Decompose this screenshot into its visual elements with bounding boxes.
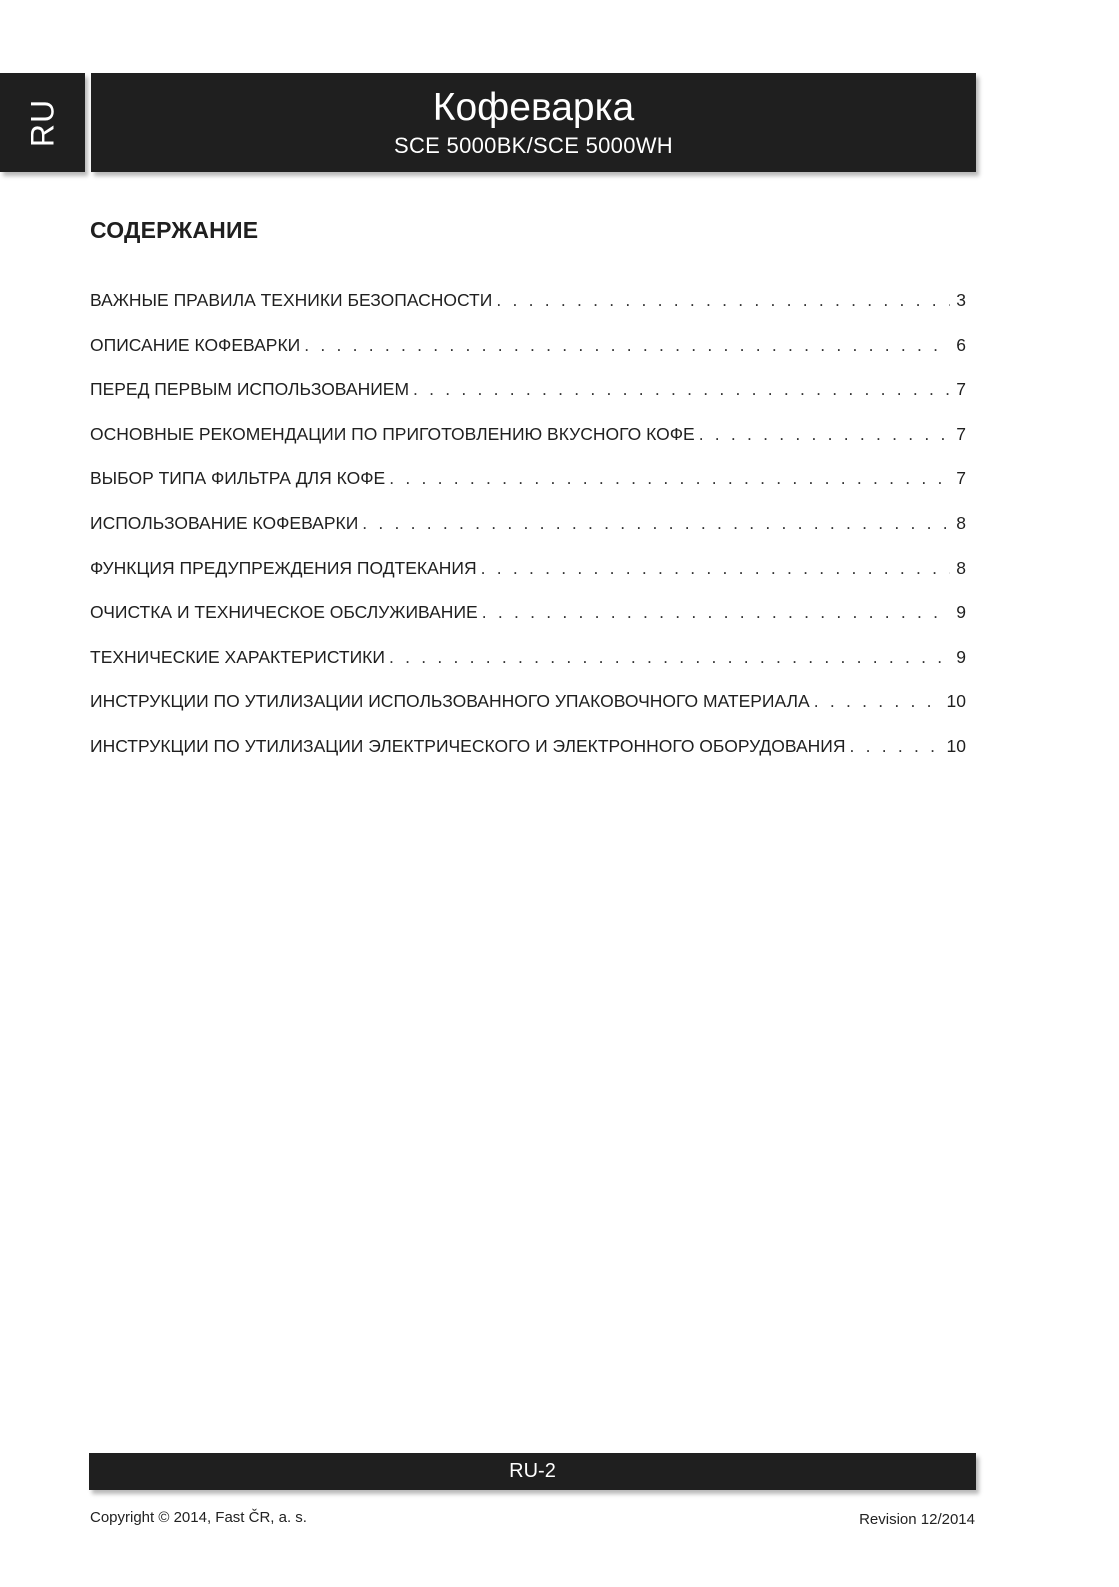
table-of-contents (90, 288, 966, 779)
toc-leader-dots (389, 466, 950, 490)
toc-item (90, 511, 966, 556)
toc-item-page: 8 (956, 557, 966, 578)
toc-item-page: 3 (956, 290, 966, 310)
toc-item-title: ОЧИСТКА И ТЕХНИЧЕСКОЕ ОБСЛУЖИВАНИЕ (90, 602, 478, 623)
toc-item (90, 422, 966, 467)
toc-item-title: ИНСТРУКЦИИ ПО УТИЛИЗАЦИИ ЭЛЕКТРИЧЕСКОГО И ЭЛЕКТРОННОГО ОБОРУДОВАНИЯ (90, 735, 846, 756)
page-number: RU-2 (509, 1460, 556, 1482)
revision-text: Revision 12/2014 (859, 1511, 975, 1528)
toc-item-title: ИСПОЛЬЗОВАНИЕ КОФЕВАРКИ (90, 512, 359, 533)
toc-item-title: ВЫБОР ТИПА ФИЛЬТРА ДЛЯ КОФЕ (90, 468, 386, 489)
toc-item-title: ФУНКЦИЯ ПРЕДУПРЕЖДЕНИЯ ПОДТЕКАНИЯ (90, 557, 477, 578)
toc-item-page: 7 (956, 423, 966, 444)
toc-item-title: ОПИСАНИЕ КОФЕВАРКИ (90, 334, 301, 355)
toc-item (90, 734, 966, 779)
footer-page-bar (89, 1453, 976, 1490)
toc-item-page: 7 (956, 379, 966, 400)
toc-leader-dots (496, 288, 950, 312)
toc-item-page: 6 (956, 334, 966, 355)
toc-item (90, 645, 966, 690)
toc-leader-dots (850, 734, 943, 758)
page-title: Кофеварка (432, 86, 635, 129)
toc-item-page: 10 (946, 691, 966, 712)
toc-leader-dots (413, 377, 950, 401)
copyright-text: Copyright © 2014, Fast ČR, a. s. (90, 1509, 307, 1526)
toc-leader-dots (699, 422, 950, 446)
toc-leader-dots (814, 689, 943, 713)
toc-item-title: ОСНОВНЫЕ РЕКОМЕНДАЦИИ ПО ПРИГОТОВЛЕНИЮ ВКУСНОГО КОФЕ (90, 423, 695, 444)
toc-leader-dots (389, 645, 950, 669)
toc-item-title: ТЕХНИЧЕСКИЕ ХАРАКТЕРИСТИКИ (90, 646, 385, 667)
toc-item (90, 689, 966, 734)
toc-item-page: 7 (956, 468, 966, 489)
toc-item (90, 288, 966, 333)
toc-item (90, 466, 966, 511)
toc-item-page: 9 (956, 646, 966, 667)
toc-leader-dots (481, 556, 950, 580)
toc-item (90, 377, 966, 422)
toc-item-page: 9 (956, 602, 966, 623)
toc-item-title: ВАЖНЫЕ ПРАВИЛА ТЕХНИКИ БЕЗОПАСНОСТИ (90, 290, 493, 310)
toc-item (90, 333, 966, 378)
toc-item-title: ПЕРЕД ПЕРВЫМ ИСПОЛЬЗОВАНИЕМ (90, 379, 410, 400)
language-tab (0, 73, 85, 172)
contents-heading: СОДЕРЖАНИЕ (90, 217, 259, 243)
header-banner (91, 73, 976, 172)
model-subtitle: SCE 5000BK/SCE 5000WH (394, 133, 673, 158)
toc-leader-dots (304, 333, 950, 357)
toc-item-page: 10 (946, 735, 966, 756)
toc-item (90, 556, 966, 601)
toc-item-page: 8 (956, 512, 966, 533)
toc-item (90, 600, 966, 645)
toc-leader-dots (362, 511, 950, 535)
toc-leader-dots (482, 600, 950, 624)
toc-item-title: ИНСТРУКЦИИ ПО УТИЛИЗАЦИИ ИСПОЛЬЗОВАННОГО УПАКОВОЧНОГО МАТЕРИАЛА (90, 691, 810, 712)
language-code: RU (24, 98, 60, 147)
